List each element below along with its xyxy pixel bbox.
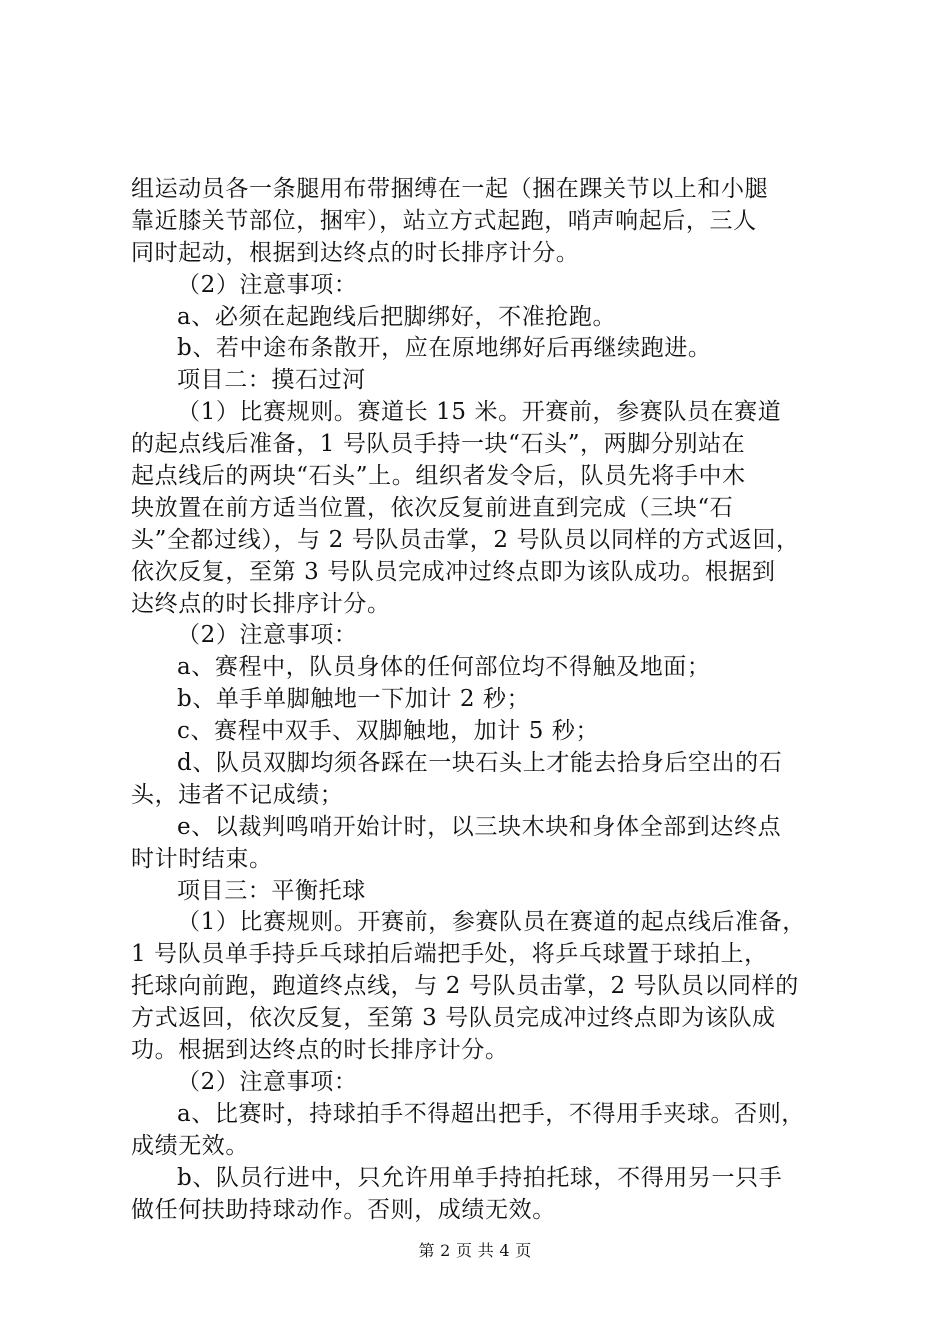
text-line: 1 号队员单手持乒乓球拍后端把手处，将乒乓球置于球拍上， (131, 941, 768, 968)
text-line: （1）比赛规则。开赛前，参赛队员在赛道的起点线后准备， (177, 909, 806, 936)
text-line: （2）注意事项： (177, 1068, 358, 1095)
text-line: d、队员双脚均须各踩在一块石头上才能去拾身后空出的石 (177, 750, 783, 777)
text-line: 方式返回，依次反复，至第 3 号队员完成冲过终点即为该队成 (131, 1005, 776, 1032)
text-line: （1）比赛规则。赛道长 15 米。开赛前，参赛队员在赛道 (177, 399, 782, 426)
document-body (131, 174, 831, 1226)
text-line: 成绩无效。 (131, 1132, 249, 1159)
text-line: 功。根据到达终点的时长排序计分。 (131, 1037, 509, 1064)
text-line: b、单手单脚触地一下加计 2 秒； (177, 686, 531, 713)
text-line: （2）注意事项： (177, 622, 358, 649)
text-line: 做任何扶助持球动作。否则，成绩无效。 (131, 1196, 556, 1223)
text-line: （2）注意事项： (177, 271, 358, 298)
page-footer: 第 2 页 共 4 页 (418, 1241, 532, 1260)
text-line: 起点线后的两块“石头”上。组织者发令后，队员先将手中木 (131, 463, 746, 490)
text-line: b、队员行进中，只允许用单手持拍托球，不得用另一只手 (177, 1164, 783, 1191)
text-line: 块放置在前方适当位置，依次反复前进直到完成（三块“石 (131, 494, 734, 521)
text-line: 靠近膝关节部位，捆牢），站立方式起跑，哨声响起后，三人 (131, 207, 757, 234)
text-line: a、必须在起跑线后把脚绑好，不准抢跑。 (177, 303, 617, 330)
text-line: 头，违者不记成绩； (131, 781, 344, 808)
text-line: a、比赛时，持球拍手不得超出把手，不得用手夹球。否则， (177, 1100, 805, 1127)
text-line: 项目二：摸石过河 (177, 367, 366, 394)
text-line: 依次反复，至第 3 号队员完成冲过终点即为该队成功。根据到 (131, 558, 776, 585)
text-line: 头”全都过线），与 2 号队员击掌，2 号队员以同样的方式返回， (131, 526, 800, 553)
text-line: 时计时结束。 (131, 845, 273, 872)
text-line: c、赛程中双手、双脚触地，加计 5 秒； (177, 718, 600, 745)
text-line: 项目三：平衡托球 (177, 877, 366, 904)
text-line: 托球向前跑，跑道终点线，与 2 号队员击掌，2 号队员以同样的 (131, 973, 799, 1000)
text-line: b、若中途布条散开，应在原地绑好后再继续跑进。 (177, 335, 712, 362)
text-line: 的起点线后准备，1 号队员手持一块“石头”，两脚分别站在 (131, 431, 746, 458)
text-line: a、赛程中，队员身体的任何部位均不得触及地面； (177, 654, 711, 681)
text-line: 达终点的时长排序计分。 (131, 590, 391, 617)
text-line: 组运动员各一条腿用布带捆缚在一起（捆在踝关节以上和小腿 (131, 176, 769, 202)
text-line: 同时起动，根据到达终点的时长排序计分。 (131, 239, 580, 266)
text-line: e、以裁判鸣哨开始计时，以三块木块和身体全部到达终点 (177, 813, 782, 840)
